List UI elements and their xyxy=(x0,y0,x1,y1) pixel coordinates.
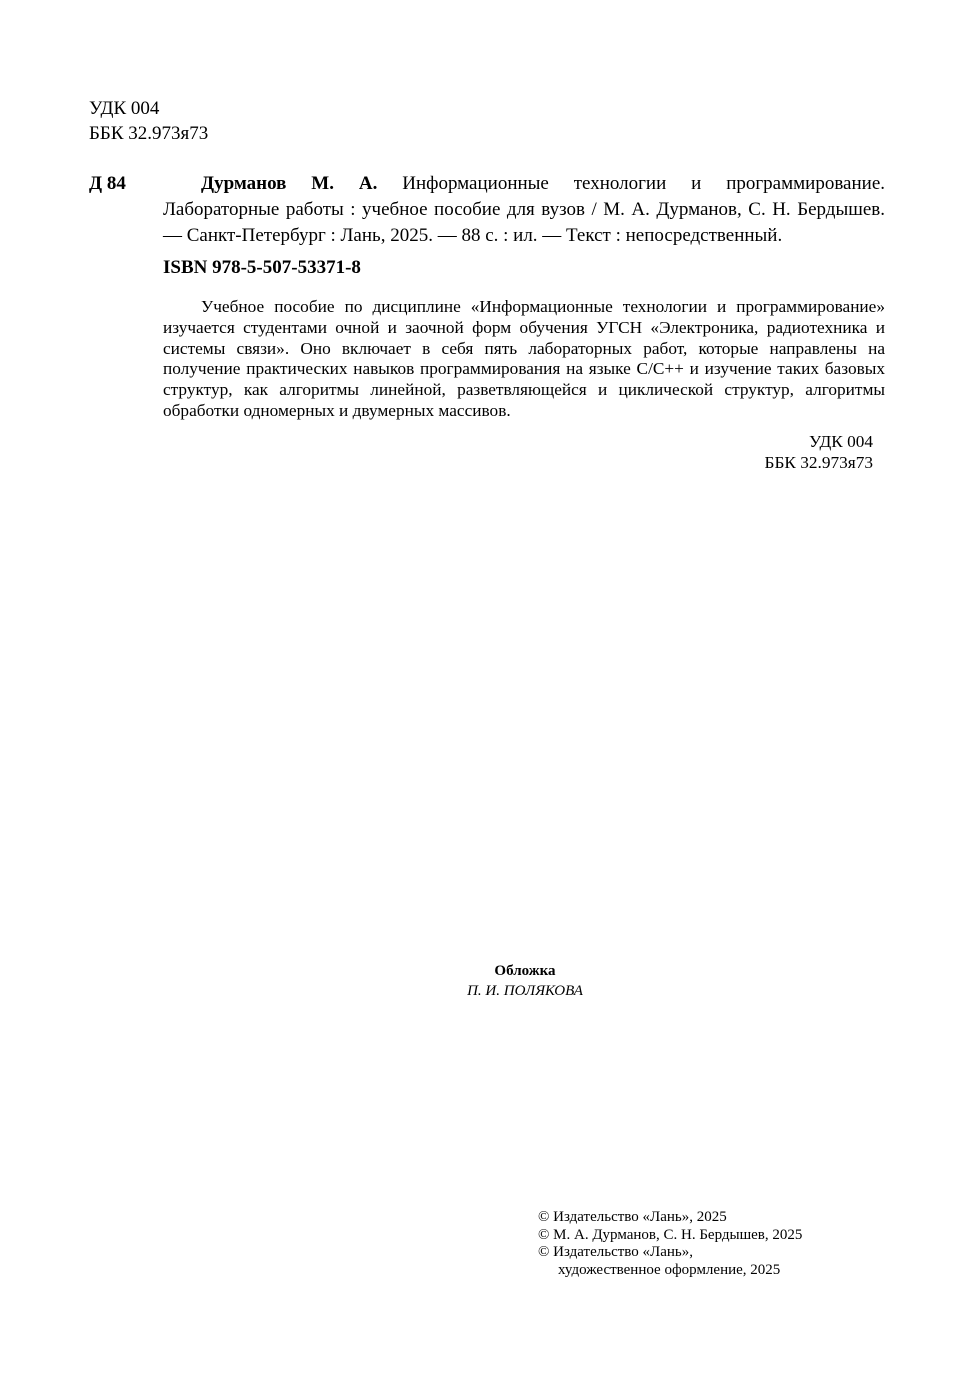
copyright-line: © М. А. Дурманов, С. Н. Бердышев, 2025 xyxy=(538,1226,803,1243)
bibliographic-description xyxy=(163,171,885,249)
copyright-line: © Издательство «Лань», 2025 xyxy=(538,1209,727,1225)
isbn: ISBN 978-5-507-53371-8 xyxy=(163,257,361,278)
classification-codes-top xyxy=(89,96,208,146)
cover-credit-name: П. И. ПОЛЯКОВА xyxy=(467,983,583,999)
udk-code-right: УДК 004 xyxy=(808,432,873,451)
bibliographic-text: Информационные технологии и программирование. Лабораторные работы : учебное пособие для вузов / М. А. Дурманов, С. Н. Бердышев. — Санкт-Петербург : Лань, 2025. — 88 с. : ил. — Текст : непосредственный. xyxy=(163,173,886,246)
copyright-line: художественное оформление, 2025 xyxy=(558,1261,781,1278)
udk-code: УДК 004 xyxy=(89,98,160,119)
author-mark: Д 84 xyxy=(89,173,126,194)
bibliographic-author: Дурманов М. А. xyxy=(201,173,378,194)
bbk-code: ББК 32.973я73 xyxy=(89,123,209,144)
classification-codes-bottom xyxy=(765,431,873,473)
copyright-block xyxy=(538,1209,802,1279)
annotation: Учебное пособие по дисциплине «Информационные технологии и программирование» изучается студентами очной и заочной форм обучения УГСН «Электроника, радиотехника и системы связи». Оно включает в себя пять лабораторных работ, которые направлены на получение практических навыков программирования на языке C/C++ и изучение таких базовых структур, как алгоритмы линейной, разветвляющейся и циклической структур, алгоритмы обработки одномерных и двумерных массивов. xyxy=(163,297,885,420)
bbk-code-right: ББК 32.973я73 xyxy=(764,453,873,472)
copyright-line: © Издательство «Лань», xyxy=(538,1244,693,1260)
cover-credit xyxy=(425,961,625,1001)
cover-credit-label: Обложка xyxy=(494,963,556,979)
